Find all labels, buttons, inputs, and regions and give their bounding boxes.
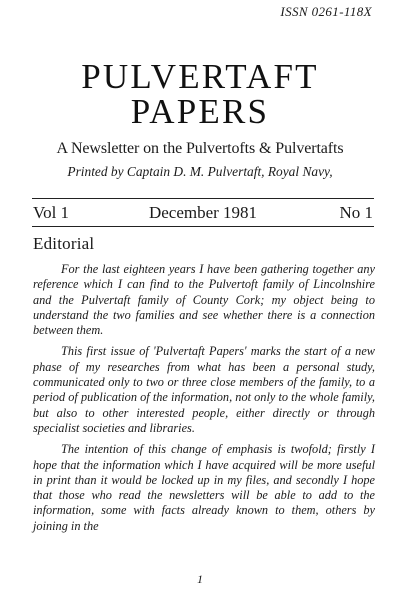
- editorial-paragraph-1: For the last eighteen years I have been gathering together any reference which I can find to the Pulvertoft family of Lincolnshire and the Pulvertaft family of County Cork; my object being to understand the two families and see whether there is a connection between them.: [33, 262, 375, 338]
- masthead-subtitle: A Newsletter on the Pulvertofts & Pulvertafts: [56, 140, 344, 157]
- page-number: 1: [197, 572, 203, 586]
- issue-rule-top: [32, 198, 374, 199]
- masthead-title-line-2: PAPERS: [130, 92, 270, 131]
- editorial-paragraph-3: The intention of this change of emphasis is twofold; firstly I hope that the information which I have acquired will be more useful in print than it would be locked up in my files, and secondly I hope that those who read the newsletters will be able to add to the information, some with facts already known to them, others by joining in the: [33, 442, 375, 533]
- issue-info-row: [33, 202, 373, 224]
- issue-volume: Vol 1: [33, 203, 70, 222]
- issue-date: December 1981: [148, 203, 258, 222]
- editorial-body: [33, 262, 375, 540]
- issue-number: No 1: [339, 203, 373, 222]
- masthead-title-line-1: PULVERTAFT: [81, 57, 319, 96]
- printed-by-line: Printed by Captain D. M. Pulvertaft, Royal Navy,: [67, 164, 333, 179]
- editorial-paragraph-2: This first issue of 'Pulvertaft Papers' marks the start of a new phase of my researches from what has been a personal study, communicated only to two or three close members of the family, to a period of publication of the information, not only to the whole family, but also to other interested people, either directly or through specialist societies and libraries.: [33, 344, 375, 435]
- issn-number: ISSN 0261-118X: [280, 4, 372, 19]
- issue-rule-bottom: [32, 226, 374, 227]
- editorial-heading: Editorial: [33, 234, 95, 253]
